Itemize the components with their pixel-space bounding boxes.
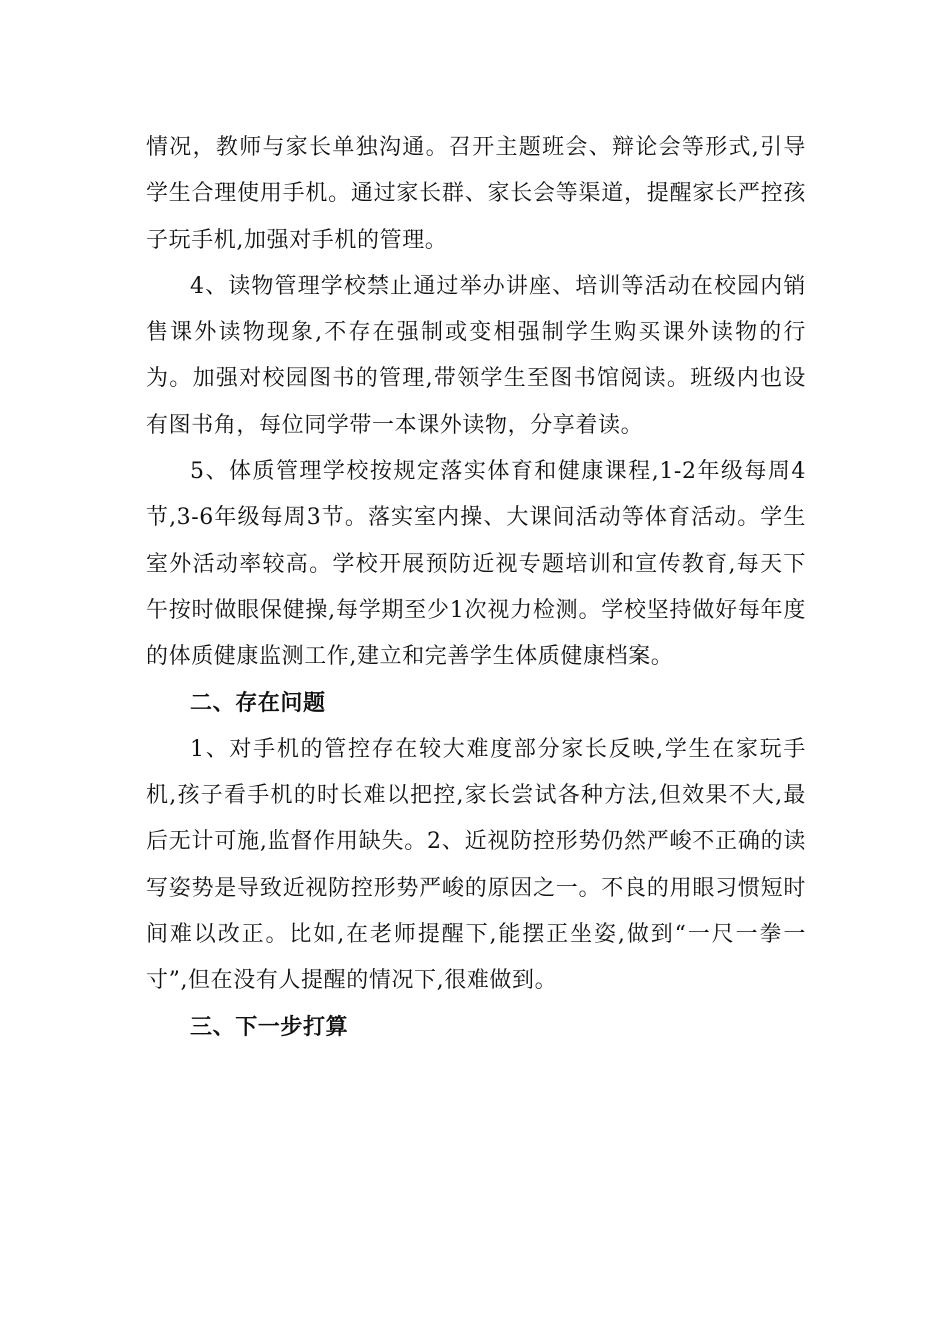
heading-next-steps: 三、下一步打算: [190, 1014, 349, 1040]
document-body: [146, 125, 806, 1051]
paragraph-phone-management-continued: 情况，教师与家长单独沟通。召开主题班会、辩论会等形式,引导学生合理使用手机。通过家长群、家长会等渠道，提醒家长严控孩子玩手机,加强对手机的管理。: [146, 135, 806, 253]
heading-existing-problems: 二、存在问题: [190, 690, 326, 716]
paragraph-reading-management: 4、读物管理学校禁止通过举办讲座、培训等活动在校园内销售课外读物现象,不存在强制或变相强制学生购买课外读物的行为。加强对校园图书的管理,带领学生至图书馆阅读。班级内也设有图书角，每位同学带一本课外读物，分享着读。: [146, 273, 806, 438]
paragraph-problems-detail: 1、对手机的管控存在较大难度部分家长反映,学生在家玩手机,孩子看手机的时长难以把控,家长尝试各种方法,但效果不大,最后无计可施,监督作用缺失。2、近视防控形势仍然严峻不正确的读写姿势是导致近视防控形势严峻的原因之一。不良的用眼习惯短时间难以改正。比如,在老师提醒下,能摆正坐姿,做到“一尺一拳一寸”,但在没有人提醒的情况下,很难做到。: [146, 736, 806, 994]
paragraph-physical-management: 5、体质管理学校按规定落实体育和健康课程,1-2年级每周4节,3-6年级每周3节。落实室内操、大课间活动等体育活动。学生室外活动率较高。学校开展预防近视专题培训和宣传教育,每天下午按时做眼保健操,每学期至少1次视力检测。学校坚持做好每年度的体质健康监测工作,建立和完善学生体质健康档案。: [146, 459, 806, 670]
